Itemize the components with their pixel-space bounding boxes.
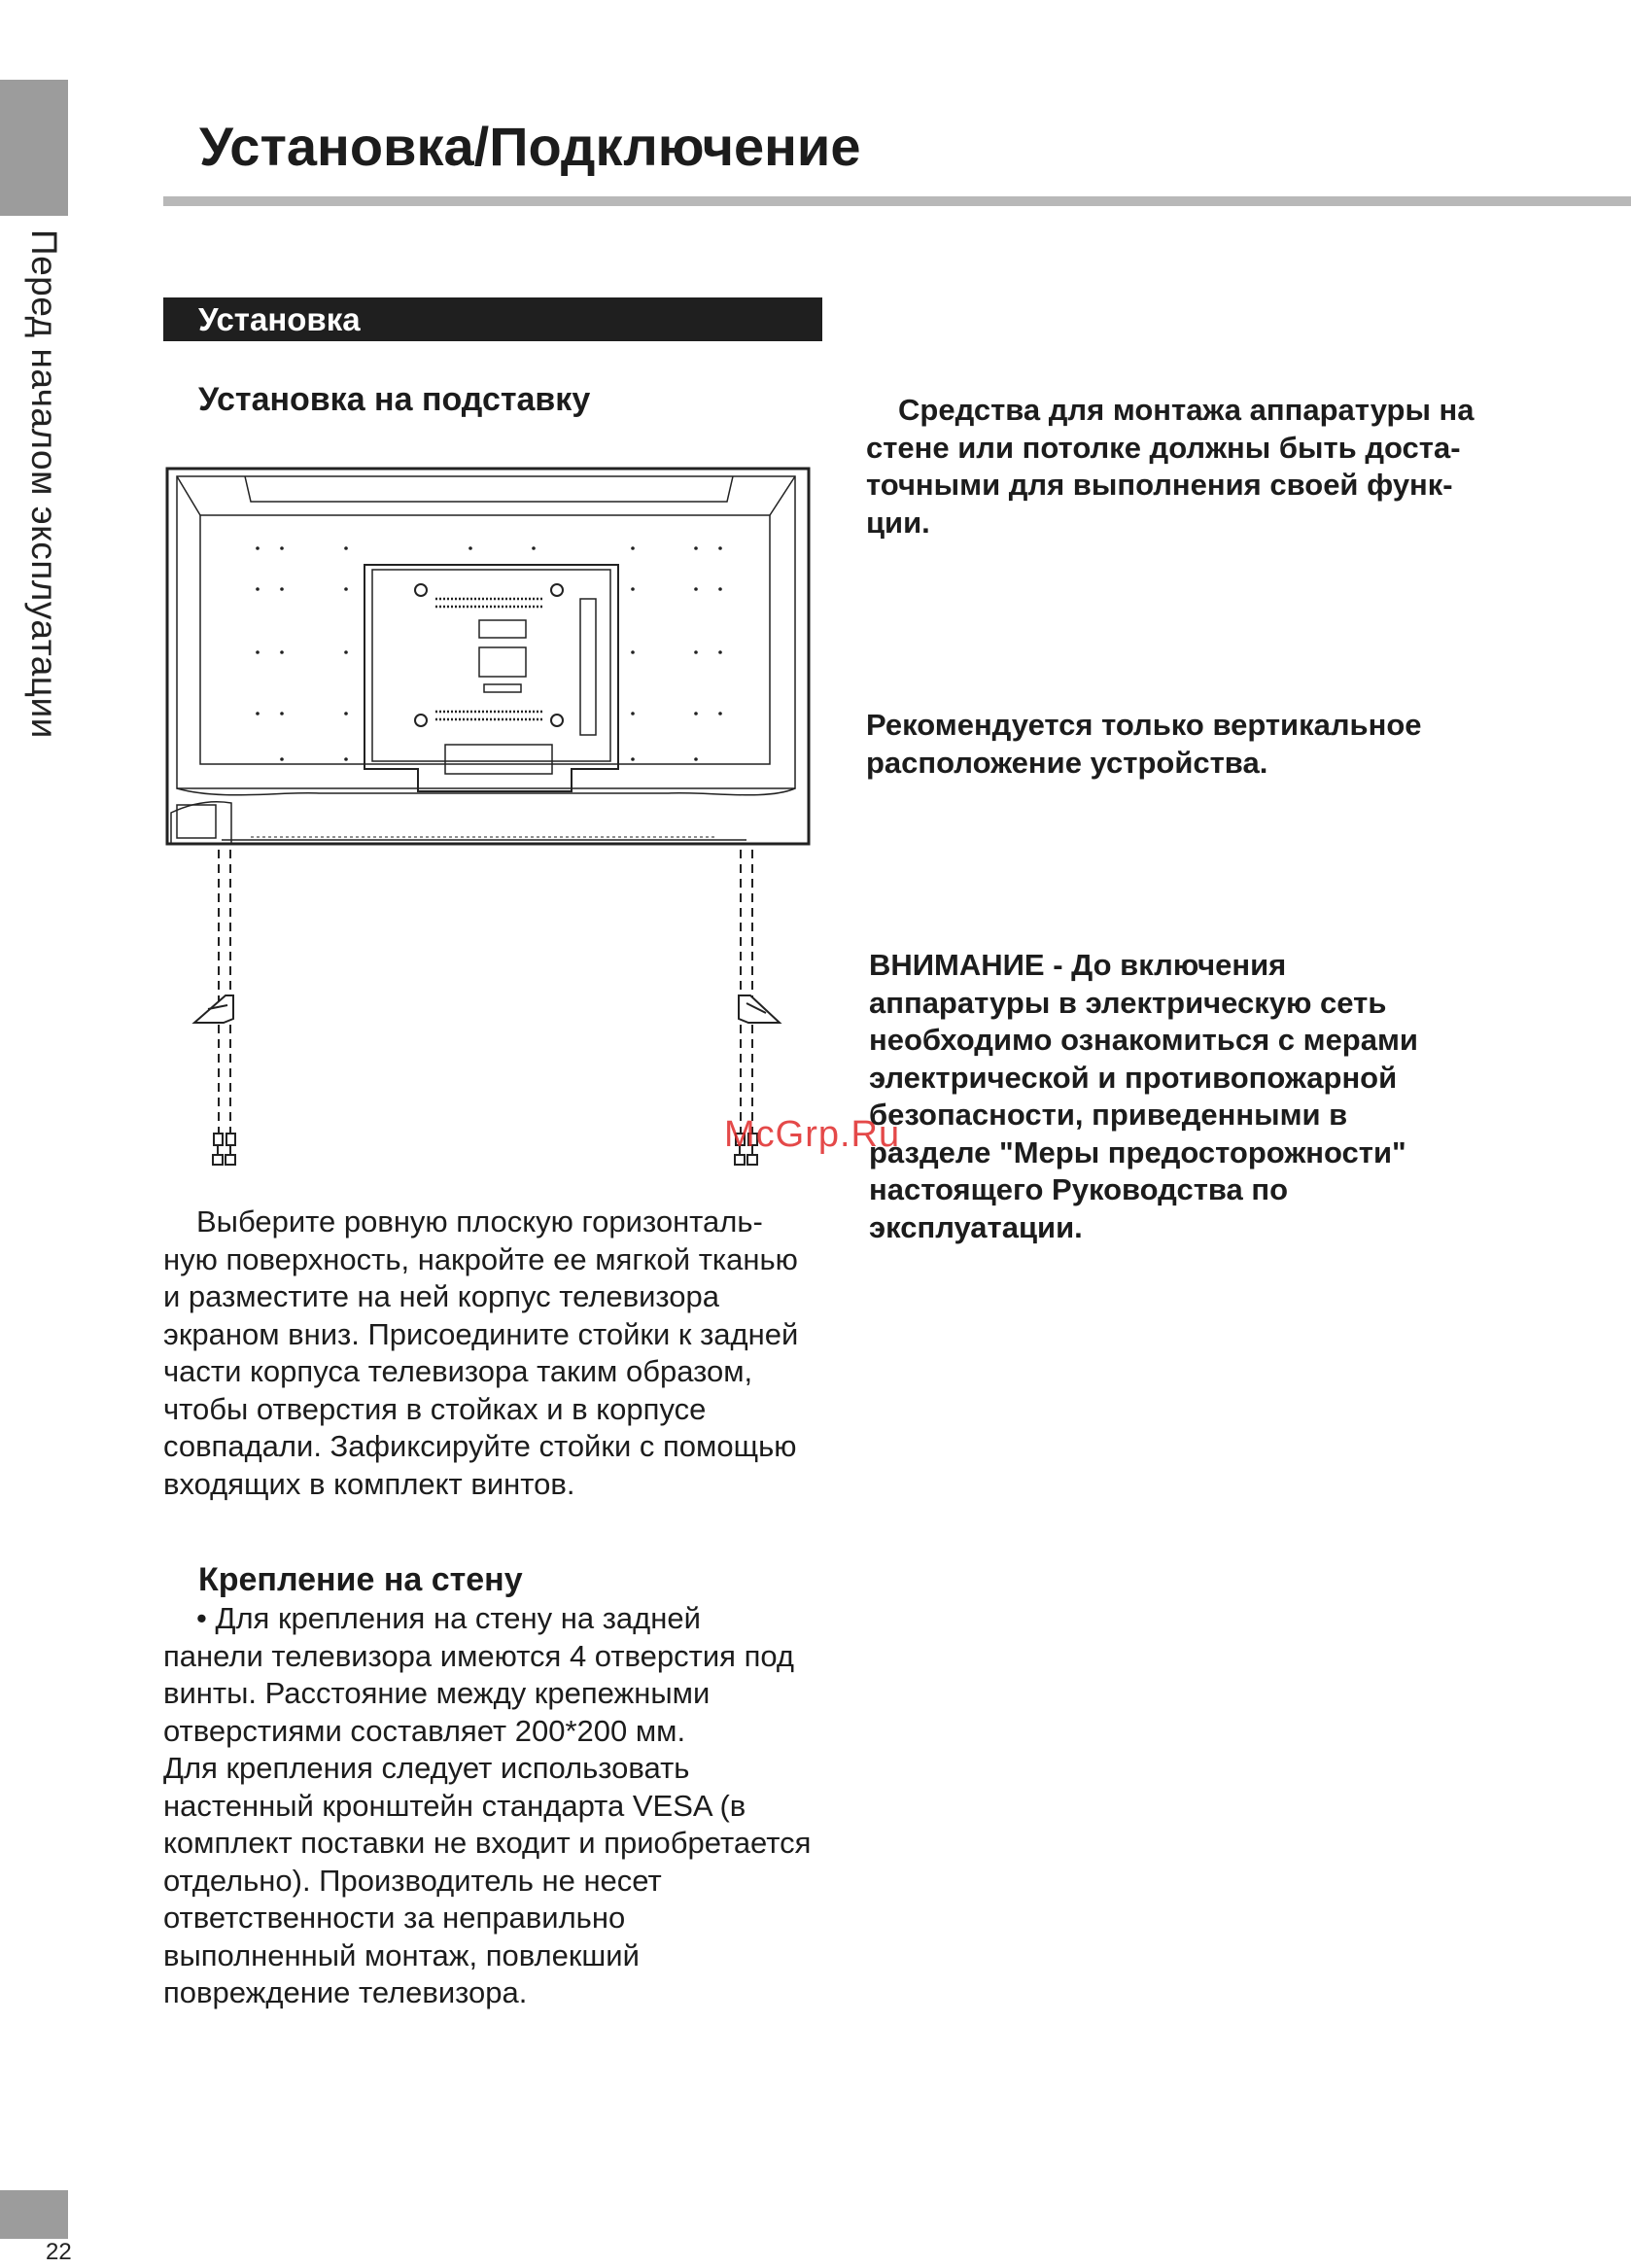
stand-foot-right <box>739 995 780 1023</box>
paragraph-line: ответственности за неправильно <box>163 1901 626 1935</box>
page-number: 22 <box>46 2239 72 2265</box>
side-tab-marker <box>0 80 68 216</box>
paragraph-line: чтобы отверстия в стойках и в корпусе <box>163 1391 707 1426</box>
wall-mount-paragraph <box>163 1600 811 2012</box>
paragraph-line: винты. Расстояние между крепежными <box>163 1676 711 1710</box>
paragraph-line: панели телевизора имеются 4 отверстия под <box>163 1638 795 1673</box>
paragraph-line: отверстиями составляет 200*200 мм. <box>163 1713 686 1748</box>
paragraph-line: части корпуса телевизора таким образом, <box>163 1354 753 1388</box>
note-line: расположение устройства. <box>866 745 1268 780</box>
paragraph-line: Выберите ровную плоскую горизонталь- <box>196 1204 763 1239</box>
paragraph-line: экраном вниз. Присоедините стойки к задней <box>163 1316 799 1351</box>
paragraph-line: совпадали. Зафиксируйте стойки с помощью <box>163 1429 797 1463</box>
stand-install-paragraph <box>163 1204 798 1503</box>
paragraph-line: комплект поставки не входит и приобретается <box>163 1826 812 1860</box>
back-panel-module <box>364 565 618 791</box>
paragraph-line: Для крепления следует использовать <box>163 1751 690 1785</box>
vesa-hole <box>551 584 563 596</box>
watermark: McGrp.Ru <box>724 1114 901 1155</box>
paragraph-line: и разместите на ней корпус телевизора <box>163 1279 720 1313</box>
note-line: точными для выполнения своей функ- <box>866 468 1453 502</box>
note-line: необходимо ознакомиться с мерами <box>869 1023 1418 1057</box>
tv-rear-panel <box>167 469 809 844</box>
safety-warning-note <box>869 947 1418 1246</box>
panel-dots <box>256 546 722 761</box>
vesa-hole <box>415 715 427 726</box>
note-line: ции. <box>866 505 930 540</box>
paragraph-line: выполненный монтаж, повлекший <box>163 1937 640 1972</box>
orientation-note <box>866 707 1422 782</box>
note-line: безопасности, приведенными в <box>869 1098 1348 1132</box>
page-number-tab <box>0 2190 68 2239</box>
note-line: стене или потолке должны быть доста- <box>866 430 1461 465</box>
mounting-means-note <box>866 392 1475 541</box>
paragraph-line: • Для крепления на стену на задней <box>196 1601 701 1635</box>
wall-mount-heading: Крепление на стену <box>198 1561 523 1598</box>
paragraph-line: отдельно). Производитель не несет <box>163 1863 662 1898</box>
paragraph-line: входящих в комплект винтов. <box>163 1466 575 1501</box>
note-line: аппаратуры в электрическую сеть <box>869 985 1387 1020</box>
tv-rear-stand-assembly-diagram <box>163 463 824 1182</box>
note-line: разделе "Меры предосторожности" <box>869 1134 1406 1169</box>
note-line: эксплуатации. <box>869 1209 1083 1244</box>
stand-foot-left <box>194 995 233 1023</box>
title-rule <box>163 196 1631 206</box>
note-line: электрической и противопожарной <box>869 1060 1398 1095</box>
section-header-bar: Установка <box>163 297 822 341</box>
vesa-hole <box>551 715 563 726</box>
note-line: Средства для монтажа аппаратуры на <box>898 393 1475 427</box>
note-line: ВНИМАНИЕ - До включения <box>869 948 1287 982</box>
paragraph-line: настенный кронштейн стандарта VESA (в <box>163 1788 746 1823</box>
note-line: Рекомендуется только вертикальное <box>866 708 1422 742</box>
paragraph-line: повреждение телевизора. <box>163 1975 528 2009</box>
page-title: Установка/Подключение <box>199 116 861 177</box>
vesa-hole <box>415 584 427 596</box>
side-tab-label: Перед началом эксплуатации <box>24 229 64 739</box>
paragraph-line: ную поверхность, накройте ее мягкой тканью <box>163 1241 798 1276</box>
alignment-guides <box>219 850 752 1143</box>
note-line: настоящего Руководства по <box>869 1172 1289 1206</box>
stand-install-heading: Установка на подставку <box>198 381 591 418</box>
mounting-screws <box>213 1134 757 1165</box>
